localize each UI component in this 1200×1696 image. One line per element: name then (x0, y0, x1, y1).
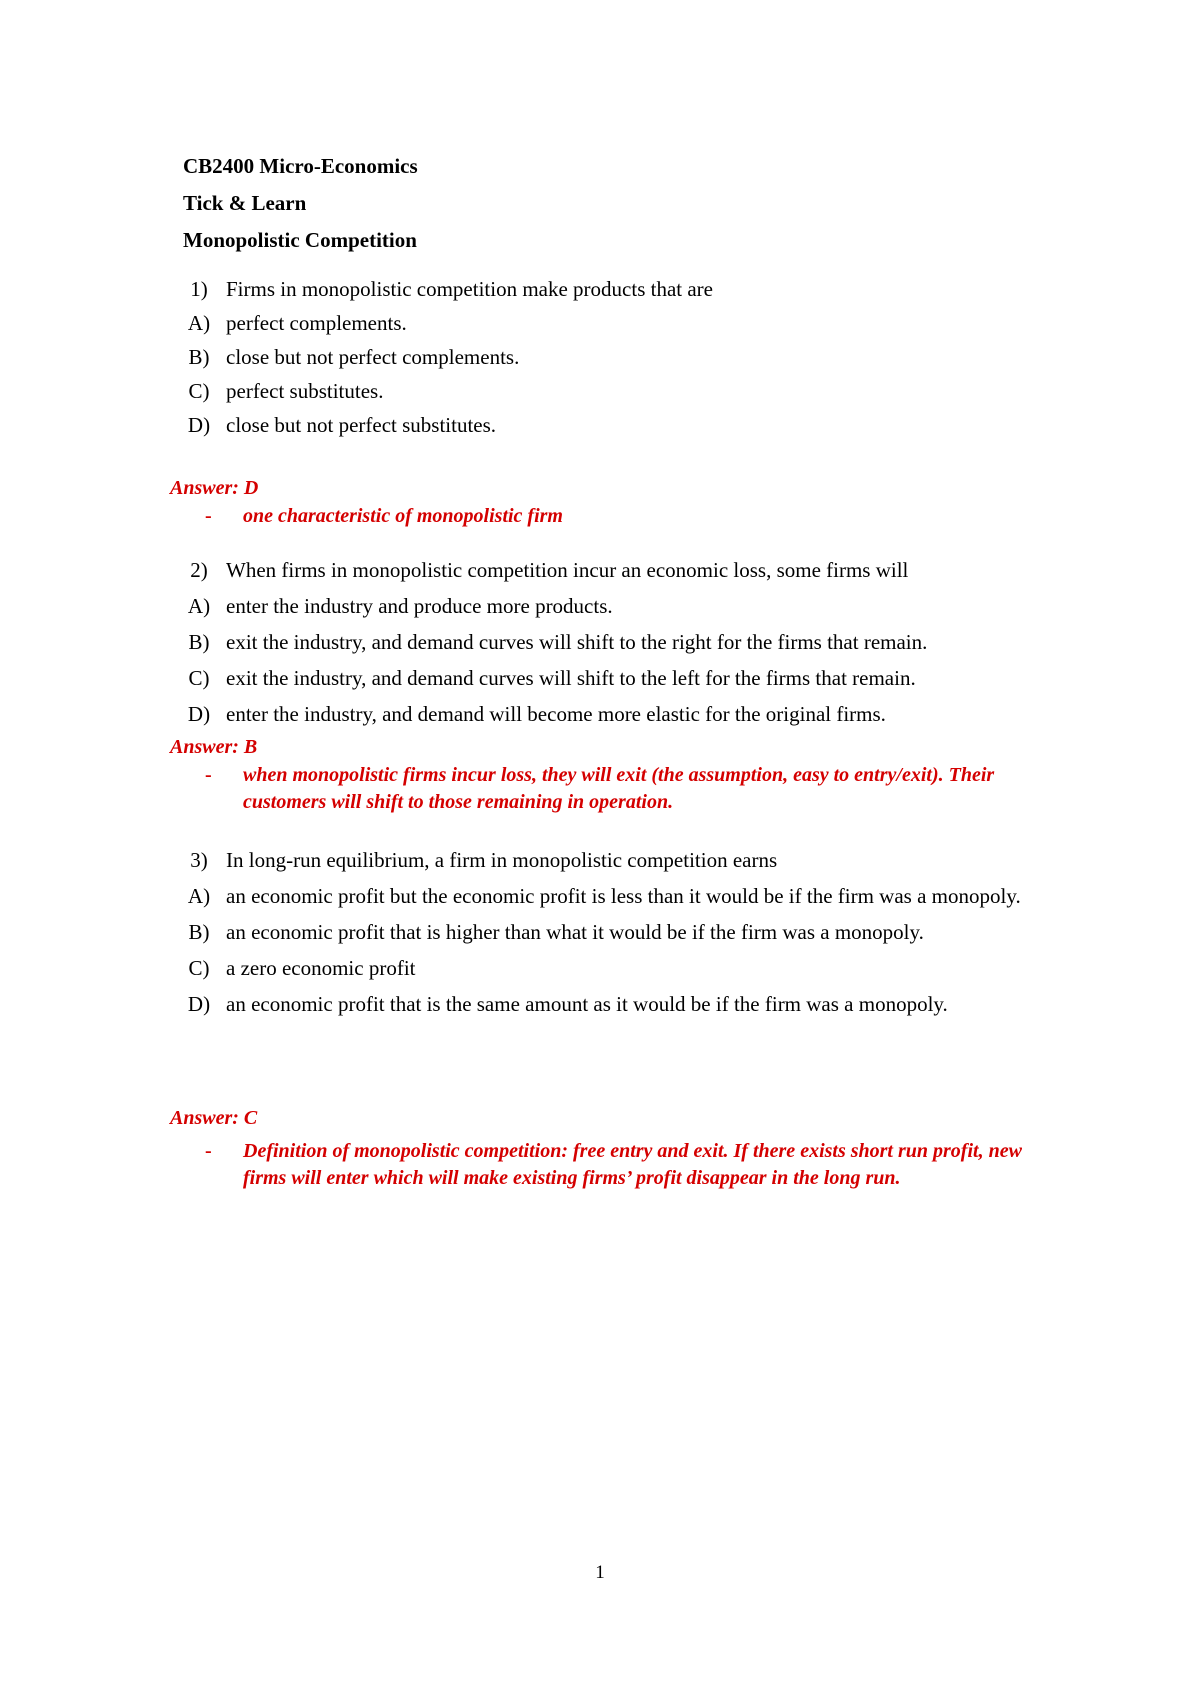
answer-2: Answer: B (170, 736, 258, 758)
option-b (172, 914, 1032, 950)
option-text: enter the industry and produce more products. (226, 594, 613, 618)
option-text: close but not perfect substitutes. (226, 413, 497, 437)
option-b (172, 340, 1032, 374)
option-label: D) (187, 702, 211, 726)
option-label: A) (187, 884, 211, 908)
question-3-prompt (172, 842, 1032, 878)
question-2 (172, 552, 1032, 732)
option-a (172, 588, 1032, 624)
question-2-prompt (172, 552, 1032, 588)
question-number: 1) (190, 277, 208, 301)
question-number: 3) (190, 848, 208, 872)
option-c (172, 950, 1032, 986)
series-title: Tick & Learn (183, 191, 307, 215)
question-text: Firms in monopolistic competition make products that are (226, 277, 713, 301)
explanation-2 (205, 762, 1065, 816)
option-text: a zero economic profit (226, 956, 416, 980)
option-label: D) (187, 413, 211, 437)
page-number: 1 (595, 1562, 605, 1583)
option-d (172, 408, 1032, 442)
answer-3: Answer: C (170, 1107, 258, 1129)
question-text: When firms in monopolistic competition incur an economic loss, some firms will (226, 558, 909, 582)
option-d (172, 696, 1032, 732)
option-text: exit the industry, and demand curves will shift to the left for the firms that remain. (226, 666, 916, 690)
option-label: A) (187, 311, 211, 335)
topic-title: Monopolistic Competition (183, 228, 417, 252)
option-label: D) (187, 992, 211, 1016)
option-label: B) (188, 630, 210, 654)
option-a (172, 878, 1032, 914)
explanation-3 (205, 1138, 1065, 1192)
option-text: an economic profit that is the same amount as it would be if the firm was a monopoly. (226, 992, 948, 1016)
question-number: 2) (190, 558, 208, 582)
option-a (172, 306, 1032, 340)
explanation-text: Definition of monopolistic competition: free entry and exit. If there exists short run profit, new firms will enter which will make existing firms’ profit disappear in the long run. (243, 1140, 1022, 1189)
explanation-text: one characteristic of monopolistic firm (243, 505, 563, 527)
answer-1: Answer: D (170, 477, 259, 499)
option-text: close but not perfect complements. (226, 345, 520, 369)
course-title: CB2400 Micro-Economics (183, 154, 418, 178)
question-1 (172, 272, 1032, 442)
option-text: an economic profit but the economic profit is less than it would be if the firm was a monopoly. (226, 884, 1021, 908)
option-label: C) (188, 666, 210, 690)
option-text: perfect substitutes. (226, 379, 384, 403)
option-text: an economic profit that is higher than what it would be if the firm was a monopoly. (226, 920, 924, 944)
bullet-dash: - (205, 505, 212, 527)
option-text: exit the industry, and demand curves will shift to the right for the firms that remain. (226, 630, 928, 654)
option-label: A) (187, 594, 211, 618)
option-text: enter the industry, and demand will become more elastic for the original firms. (226, 702, 886, 726)
option-label: B) (188, 345, 210, 369)
option-label: B) (188, 920, 210, 944)
option-label: C) (188, 956, 210, 980)
question-text: In long-run equilibrium, a firm in monopolistic competition earns (226, 848, 778, 872)
option-text: perfect complements. (226, 311, 407, 335)
option-c (172, 660, 1032, 696)
bullet-dash: - (205, 1140, 212, 1162)
question-3 (172, 842, 1032, 1022)
question-1-prompt (172, 272, 1032, 306)
explanation-text: when monopolistic firms incur loss, they will exit (the assumption, easy to entry/exit). Their customers will shift to those remaining in operation. (243, 764, 995, 813)
option-d (172, 986, 1032, 1022)
explanation-1 (205, 503, 1065, 530)
option-b (172, 624, 1032, 660)
bullet-dash: - (205, 764, 212, 786)
document-header (183, 148, 418, 259)
option-c (172, 374, 1032, 408)
option-label: C) (188, 379, 210, 403)
